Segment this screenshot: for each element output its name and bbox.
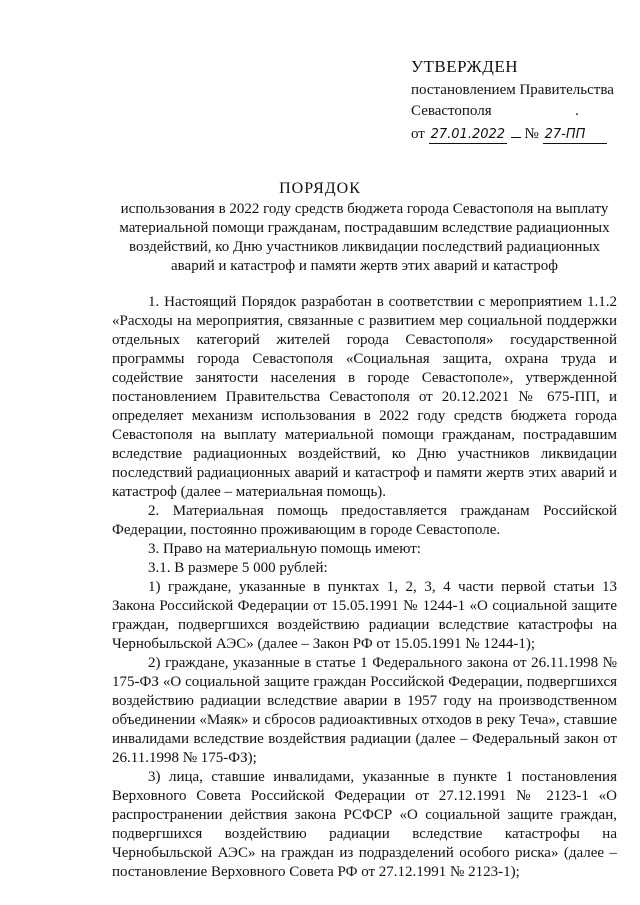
paragraph: 1) граждане, указанные в пунктах 1, 2, 3, 4 части первой статьи 13 Закона Российской Федерации от 15.05.1991 № 1244-1 «О социальной защите граждан, подвергшихся воздействию радиации вследствие катастрофы на Чернобыльской АЭС» (далее – Закон РФ от 15.05.1991 № 1244-1); [112, 579, 617, 652]
approval-from-label: от [411, 126, 425, 142]
approval-number: 27-ПП [543, 127, 608, 144]
approval-line-2 [411, 101, 621, 122]
document-subtitle: использования в 2022 году средств бюджета города Севастополя на выплату материальной помощи гражданам, пострадавшим вследствие радиационных воздействий, ко Дню участников ликвидации последствий радиационных аварий и катастроф и памяти жертв этих аварий и катастроф [119, 201, 610, 274]
approval-line-1: постановлением Правительства [411, 82, 614, 98]
approval-date-line [411, 124, 621, 145]
approval-heading: УТВЕРЖДЕН [411, 57, 518, 76]
paragraph: 3.1. В размере 5 000 рублей: [148, 560, 328, 576]
document-body [112, 293, 617, 882]
paragraph: 3. Право на материальную помощь имеют: [148, 541, 421, 557]
paragraph: 2. Материальная помощь предоставляется гражданам Российской Федерации, постоянно проживающим в городе Севастополе. [112, 503, 617, 538]
approval-block [411, 56, 621, 145]
paragraph: 3) лица, ставшие инвалидами, указанные в пункте 1 постановления Верховного Совета Российской Федерации от 27.12.1991 № 2123-1 «О распространении действия закона РСФСР «О социальной защите граждан, подвергшихся воздействию радиации вследствие катастрофы на Чернобыльской АЭС» на граждан из подразделений особого риска» (далее – постановление Верховного Совета РФ от 27.12.1991 № 2123-1); [112, 769, 617, 880]
approval-dot: . [575, 103, 579, 119]
approval-date: 27.01.2022 [430, 127, 506, 142]
approval-number-label: № [524, 126, 539, 142]
paragraph: 1. Настоящий Порядок разработан в соответствии с мероприятием 1.1.2 «Расходы на мероприятия, связанные с развитием мер социальной поддержки отдельных категорий жителей города Севастополя» государственной программы города Севастополя «Социальная защита, охрана труда и содействие занятости населения в городе Севастополе», утвержденной постановлением Правительства Севастополя от 20.12.2021 № 675-ПП, и определяет механизм использования в 2022 году средств бюджета города Севастополя на выплату материальной помощи гражданам, пострадавшим вследствие радиационных воздействий, ко Дню участников ликвидации последствий радиационных аварий и катастроф и памяти жертв этих аварий и катастроф (далее – материальная помощь). [112, 294, 617, 500]
paragraph: 2) граждане, указанные в статье 1 Федерального закона от 26.11.1998 № 175-ФЗ «О социальной защите граждан Российской Федерации, подвергшихся воздействию радиации вследствие аварии в 1957 году на производственном объединении «Маяк» и сбросов радиоактивных отходов в реку Теча», ставшие инвалидами вследствие воздействия радиации (далее – Федеральный закон от 26.11.1998 № 175-ФЗ); [112, 655, 617, 766]
document-title: ПОРЯДОК [279, 180, 361, 197]
approval-city: Севастополя [411, 103, 492, 119]
